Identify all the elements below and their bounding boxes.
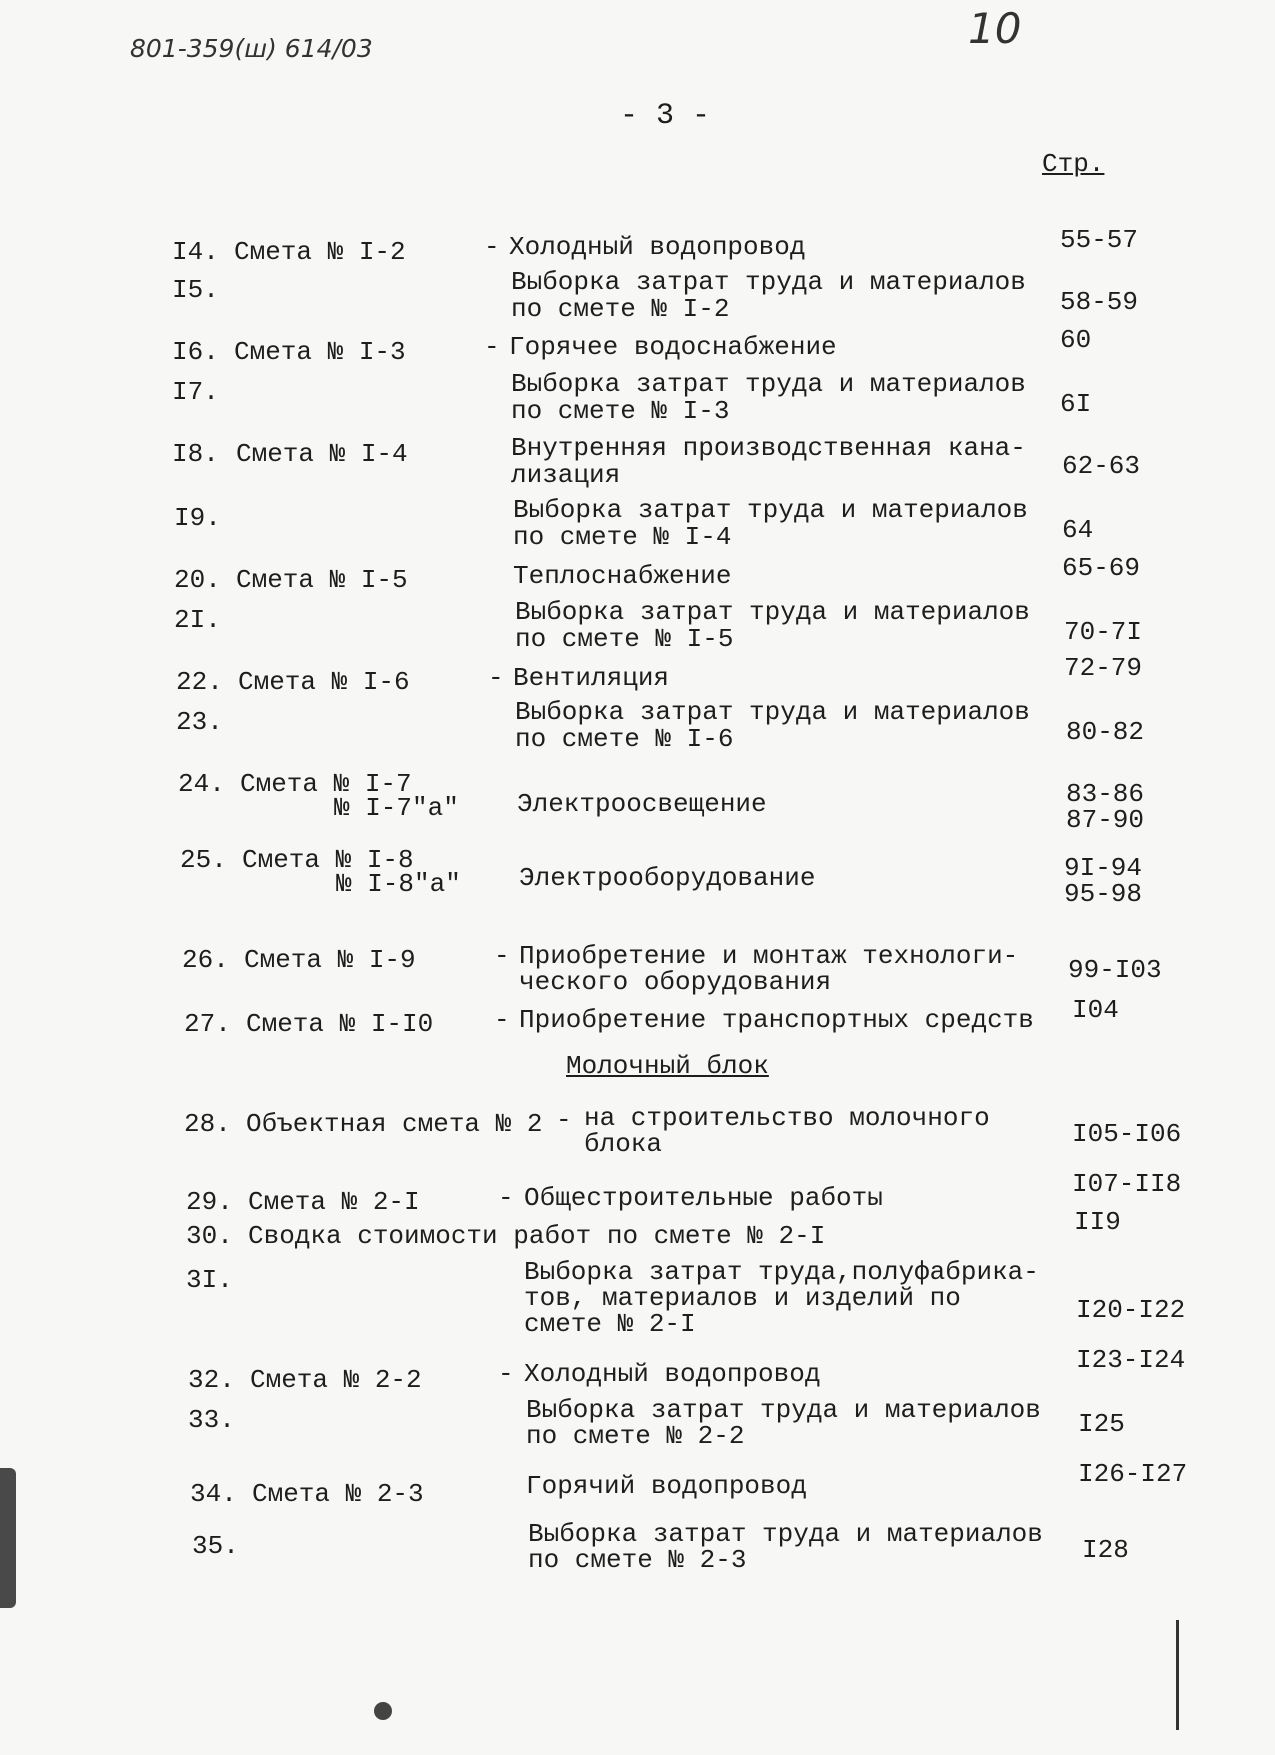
entry-label: Смета № I-4 xyxy=(236,439,408,469)
entry-pages: I07-II8 xyxy=(1072,1169,1182,1199)
entry-label: Смета № I-9 xyxy=(244,945,416,975)
entry-number: I5. xyxy=(172,275,219,305)
entry-label: Сводка стоимости работ по смете № 2-I xyxy=(248,1221,826,1251)
entry-number: 25. xyxy=(180,845,227,875)
entry-pages: 65-69 xyxy=(1062,553,1141,583)
entry-pages: 64 xyxy=(1062,515,1094,545)
entry-pages: 70-7I xyxy=(1064,617,1143,647)
entry-description: по смете № I-2 xyxy=(511,294,730,324)
entry-number: 33. xyxy=(188,1405,235,1435)
entry-description: тов, материалов и изделий по xyxy=(524,1283,961,1313)
entry-description: Выборка затрат труда и материалов xyxy=(515,597,1030,627)
entry-description: Вентиляция xyxy=(513,663,670,693)
entry-label: Смета № I-I0 xyxy=(246,1009,434,1039)
entry-dash: - xyxy=(488,663,504,693)
entry-dash: - xyxy=(498,1359,514,1389)
scan-edge-mark xyxy=(0,1468,16,1608)
entry-dash: - xyxy=(494,941,510,971)
entry-pages: 83-86 xyxy=(1066,779,1145,809)
entry-description: Приобретение и монтаж технологи- xyxy=(519,941,1019,971)
entry-number: I6. xyxy=(172,337,219,367)
document-code: 801-359(ш) 614/03 xyxy=(130,34,373,63)
entry-dash: - xyxy=(484,332,500,362)
entry-number: 23. xyxy=(176,707,223,737)
entry-description: Внутренняя производственная кана- xyxy=(511,433,1026,463)
entry-number: 29. xyxy=(186,1187,233,1217)
entry-description: Выборка затрат труда и материалов xyxy=(511,369,1026,399)
entry-description: по смете № 2-2 xyxy=(526,1421,745,1451)
entry-pages: 6I xyxy=(1060,389,1092,419)
page-column-header: Стр. xyxy=(1042,149,1105,179)
entry-number: I9. xyxy=(174,503,221,533)
entry-label-secondary: № I-8"а" xyxy=(336,869,461,899)
entry-label: Смета № I-8 xyxy=(242,845,414,875)
pen-stroke xyxy=(1176,1620,1179,1730)
entry-label: Смета № I-7 xyxy=(240,769,412,799)
entry-pages: I20-I22 xyxy=(1076,1295,1186,1325)
entry-description: по смете № I-6 xyxy=(515,724,734,754)
entry-pages: I05-I06 xyxy=(1072,1119,1182,1149)
entry-description: Горячее водоснабжение xyxy=(509,332,837,362)
entry-pages: 60 xyxy=(1060,325,1092,355)
entry-description: Выборка затрат труда и материалов xyxy=(513,495,1028,525)
entry-description: Выборка затрат труда и материалов xyxy=(515,697,1030,727)
entry-label: Смета № I-2 xyxy=(234,237,406,267)
entry-pages: I25 xyxy=(1078,1409,1125,1439)
entry-number: I8. xyxy=(172,439,219,469)
entry-description: блока xyxy=(584,1129,663,1159)
entry-description: Выборка затрат труда,полуфабрика- xyxy=(524,1257,1039,1287)
entry-number: 2I. xyxy=(174,605,221,635)
entry-dash: - xyxy=(494,1005,510,1035)
entry-number: 28. xyxy=(184,1109,231,1139)
entry-description: по смете № I-5 xyxy=(515,624,734,654)
entry-pages: 72-79 xyxy=(1064,653,1143,683)
entry-description: по смете № 2-3 xyxy=(528,1545,747,1575)
entry-pages: I26-I27 xyxy=(1078,1459,1188,1489)
entry-label: Смета № I-3 xyxy=(234,337,406,367)
entry-description: на строительство молочного xyxy=(584,1103,990,1133)
entry-description: Общестроительные работы xyxy=(524,1183,883,1213)
entry-pages: 99-I03 xyxy=(1068,955,1162,985)
entry-description: Горячий водопровод xyxy=(526,1471,807,1501)
entry-dash: - xyxy=(556,1105,572,1135)
entry-label: Смета № 2-I xyxy=(248,1187,420,1217)
entry-label: Смета № I-5 xyxy=(236,565,408,595)
entry-description: по смете № I-3 xyxy=(511,396,730,426)
entry-number: 26. xyxy=(182,945,229,975)
entry-number: 35. xyxy=(192,1531,239,1561)
entry-description: ческого оборудования xyxy=(519,967,832,997)
entry-number: 27. xyxy=(184,1009,231,1039)
entry-pages: 95-98 xyxy=(1064,879,1143,909)
section-title: Молочный блок xyxy=(566,1051,769,1081)
entry-number: 24. xyxy=(178,769,225,799)
entry-description: Выборка затрат труда и материалов xyxy=(526,1395,1041,1425)
entry-description: по смете № I-4 xyxy=(513,522,732,552)
entry-label: Объектная смета № 2 xyxy=(246,1109,543,1139)
entry-description: Приобретение транспортных средств xyxy=(519,1005,1034,1035)
entry-label: Смета № 2-2 xyxy=(250,1365,422,1395)
entry-dash: - xyxy=(498,1183,514,1213)
entry-number: I7. xyxy=(172,377,219,407)
entry-number: 30. xyxy=(186,1221,233,1251)
ink-blot xyxy=(374,1702,392,1720)
entry-label-secondary: № I-7"а" xyxy=(334,793,459,823)
entry-number: 32. xyxy=(188,1365,235,1395)
entry-pages: 55-57 xyxy=(1060,225,1139,255)
entry-pages: 58-59 xyxy=(1060,287,1139,317)
entry-description: Выборка затрат труда и материалов xyxy=(511,267,1026,297)
entry-number: 22. xyxy=(176,667,223,697)
entry-description: Выборка затрат труда и материалов xyxy=(528,1519,1043,1549)
entry-pages: 62-63 xyxy=(1062,451,1141,481)
entry-description: Теплоснабжение xyxy=(513,561,732,591)
entry-description: Холодный водопровод xyxy=(524,1359,821,1389)
entry-description: Электрооборудование xyxy=(519,863,816,893)
entry-pages: I04 xyxy=(1072,995,1119,1025)
entry-number: 34. xyxy=(190,1479,237,1509)
entry-pages: 87-90 xyxy=(1066,805,1145,835)
entry-description: Холодный водопровод xyxy=(509,232,806,262)
entry-pages: 9I-94 xyxy=(1064,853,1143,883)
entry-description: смете № 2-I xyxy=(524,1309,696,1339)
entry-pages: I28 xyxy=(1082,1535,1129,1565)
page-number: - 3 - xyxy=(620,99,711,133)
entry-pages: II9 xyxy=(1074,1207,1121,1237)
entry-description: лизация xyxy=(511,460,621,490)
entry-pages: 80-82 xyxy=(1066,717,1145,747)
entry-label: Смета № 2-3 xyxy=(252,1479,424,1509)
handwritten-mark: 10 xyxy=(968,4,1022,53)
entry-description: Электроосвещение xyxy=(517,789,767,819)
entry-number: 3I. xyxy=(186,1265,233,1295)
entry-pages: I23-I24 xyxy=(1076,1345,1186,1375)
entry-dash: - xyxy=(484,232,500,262)
entry-label: Смета № I-6 xyxy=(238,667,410,697)
entry-number: 20. xyxy=(174,565,221,595)
entry-number: I4. xyxy=(172,237,219,267)
